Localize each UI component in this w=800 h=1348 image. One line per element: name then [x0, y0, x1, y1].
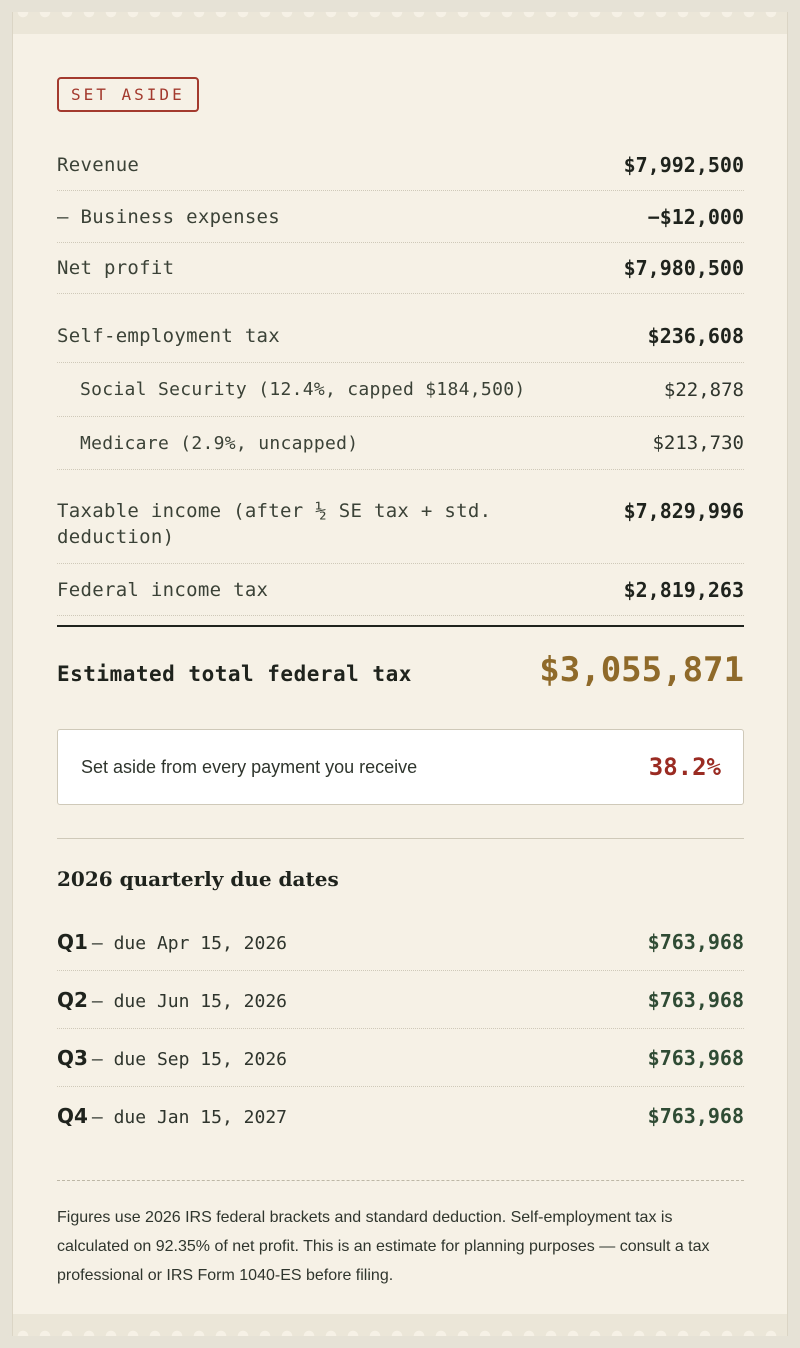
social-security-value: $22,878	[663, 378, 744, 401]
quarter-label: Q3	[57, 1045, 88, 1070]
quarter-label: Q4	[57, 1104, 88, 1128]
set-aside-percent: 38.2%	[648, 753, 721, 781]
social-security-label: Social Security (12.4%, capped $184,500)	[80, 379, 526, 400]
taxable-income-value: $7,829,996	[623, 499, 744, 523]
perforated-edge-bottom	[13, 1314, 787, 1336]
quarter-amount: $763,968	[647, 929, 744, 954]
expenses-value: −$12,000	[647, 204, 744, 229]
revenue-label: Revenue	[57, 153, 140, 176]
set-aside-stamp: SET ASIDE	[57, 77, 199, 112]
set-aside-box	[57, 729, 744, 805]
federal-income-tax-row	[57, 564, 744, 616]
section-divider	[57, 838, 744, 839]
medicare-row	[57, 417, 744, 470]
quarter-amount: $763,968	[647, 1104, 744, 1128]
federal-income-tax-label: Federal income tax	[57, 578, 269, 601]
total-label: Estimated total federal tax	[57, 662, 412, 686]
expenses-label: – Business expenses	[57, 205, 281, 228]
quarter-row-q2	[57, 971, 744, 1029]
revenue-value: $7,992,500	[623, 152, 744, 177]
net-profit-row	[57, 243, 744, 294]
revenue-row	[57, 139, 744, 191]
quarter-row-q1	[57, 913, 744, 971]
quarter-row-q4	[57, 1087, 744, 1145]
footnote: Figures use 2026 IRS federal brackets and standard deduction. Self-employment tax is calculated on 92.35% of net profit. This is an estimate for planning purposes — consult a tax professional or IRS Form 1040-ES before filing.	[57, 1209, 710, 1284]
social-security-row	[57, 363, 744, 417]
quarter-row-q3	[57, 1029, 744, 1087]
quarter-label: Q1	[57, 929, 88, 954]
se-tax-value: $236,608	[647, 324, 744, 348]
medicare-label: Medicare (2.9%, uncapped)	[80, 432, 359, 454]
net-profit-label: Net profit	[57, 257, 175, 279]
se-tax-label: Self-employment tax	[57, 325, 281, 347]
set-aside-label: Set aside from every payment you receive	[81, 756, 418, 777]
quarter-due-date: — due Sep 15, 2026	[91, 1048, 287, 1070]
quarter-amount: $763,968	[647, 1045, 744, 1070]
footnote-divider	[57, 1180, 744, 1181]
perforated-edge-top	[13, 12, 787, 34]
expenses-row	[57, 191, 744, 243]
total-value: $3,055,871	[539, 650, 744, 690]
taxable-income-label: Taxable income (after ½ SE tax + std. deduction)	[57, 500, 492, 548]
net-profit-value: $7,980,500	[623, 256, 744, 280]
se-tax-row	[57, 310, 744, 363]
quarter-label: Q2	[57, 987, 88, 1012]
quarterly-title: 2026 quarterly due dates	[57, 867, 339, 891]
medicare-value: $213,730	[652, 432, 744, 454]
federal-income-tax-value: $2,819,263	[623, 577, 744, 602]
taxable-income-row	[57, 486, 744, 564]
quarter-due-date: — due Jun 15, 2026	[91, 990, 287, 1012]
total-divider	[57, 625, 744, 627]
quarter-amount: $763,968	[647, 987, 744, 1012]
quarter-due-date: — due Apr 15, 2026	[91, 932, 287, 954]
tax-receipt-card	[12, 12, 788, 1336]
quarter-due-date: — due Jan 15, 2027	[91, 1107, 287, 1128]
